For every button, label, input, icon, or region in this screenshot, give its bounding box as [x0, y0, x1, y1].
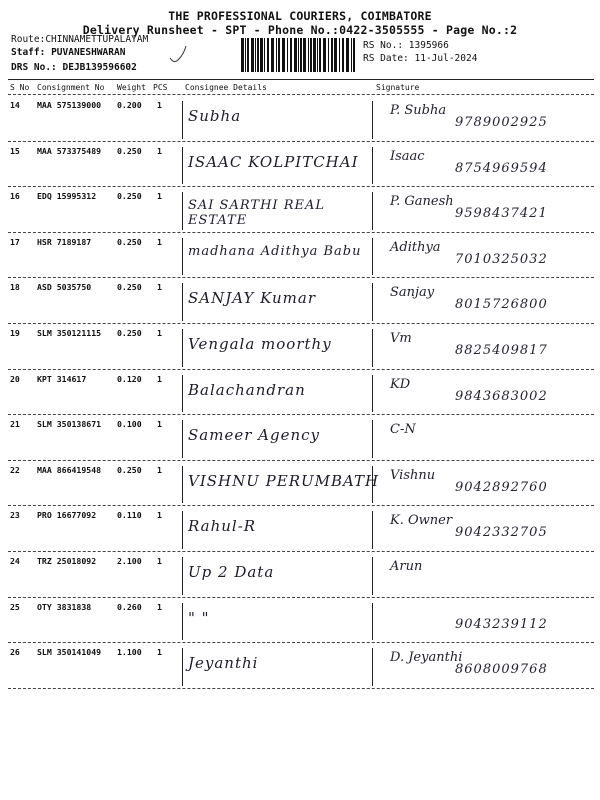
row-separator — [8, 688, 594, 689]
barcode-bar — [264, 38, 265, 72]
barcode-bar — [323, 38, 326, 72]
cell-border — [372, 101, 373, 139]
cell-border — [182, 101, 183, 139]
staff-label: Staff: — [11, 47, 46, 58]
barcode-bar — [287, 38, 288, 72]
cell-border — [182, 147, 183, 185]
barcode-bar — [334, 38, 337, 72]
row-phone: 8825409817 — [455, 343, 548, 358]
row-consignment: EDQ 15995312 — [37, 191, 97, 202]
row-separator — [8, 369, 594, 370]
barcode-bar — [257, 38, 259, 72]
barcode-bar — [353, 38, 355, 72]
row-phone: 7010325032 — [455, 251, 548, 267]
drs-line — [11, 62, 137, 73]
row-consignee: madhana Adithya Babu — [188, 243, 362, 259]
cell-border — [372, 192, 373, 230]
barcode-bar — [271, 38, 274, 72]
barcode-bar — [300, 38, 302, 72]
barcode-bar — [310, 38, 312, 72]
barcode-bar — [260, 38, 263, 72]
row-pcs: 1 — [157, 145, 162, 156]
row-separator — [8, 277, 594, 278]
cell-border — [182, 466, 183, 504]
rs-date-line — [363, 53, 477, 64]
rs-date-value: 11-Jul-2024 — [414, 53, 478, 64]
barcode-bar — [255, 38, 256, 72]
barcode-bar — [351, 38, 352, 72]
row-pcs: 1 — [157, 236, 162, 247]
row-separator — [8, 642, 594, 643]
cell-border — [182, 329, 183, 367]
row-separator — [8, 141, 594, 142]
row-consignee: VISHNU PERUMBATH — [188, 471, 380, 490]
row-signature: Arun — [390, 559, 423, 574]
row-consignee: Subha — [188, 107, 242, 125]
barcode-bar — [346, 38, 349, 72]
drs-value: DEJB139596602 — [62, 62, 137, 73]
row-weight: 0.260 — [117, 601, 142, 612]
barcode-bar — [290, 38, 292, 72]
row-signature: K. Owner — [390, 513, 453, 529]
row-weight: 0.250 — [117, 191, 142, 202]
row-consignee: Jeyanthi — [188, 654, 259, 673]
row-weight: 0.110 — [117, 510, 142, 521]
row-phone: 8754969594 — [455, 160, 548, 176]
row-weight: 0.250 — [117, 236, 142, 247]
row-sno: 22 — [10, 464, 20, 475]
row-pcs: 1 — [157, 647, 162, 658]
row-consignee: Rahul-R — [188, 517, 257, 536]
row-signature: Vm — [390, 331, 412, 346]
table-top-rule — [8, 79, 594, 80]
cell-border — [372, 511, 373, 549]
cell-border — [372, 648, 373, 686]
row-pcs: 1 — [157, 556, 162, 566]
row-sno: 15 — [10, 145, 20, 156]
row-pcs: 1 — [157, 373, 162, 384]
row-phone: 9598437421 — [455, 206, 548, 222]
row-phone: 9789002925 — [455, 115, 548, 130]
row-consignment: MAA 575139000 — [37, 100, 102, 110]
header-rule — [8, 94, 594, 95]
route-line — [11, 34, 148, 45]
row-consignee: SAI SARTHI REAL ESTATE — [188, 198, 325, 229]
cell-border — [182, 557, 183, 595]
row-phone: 9042892760 — [455, 479, 548, 495]
cell-border — [182, 375, 183, 413]
col-pcs: PCS — [153, 83, 168, 92]
col-weight: Weight — [117, 83, 146, 92]
row-consignment: MAA 866419548 — [37, 464, 102, 475]
row-consignee: Sameer Agency — [188, 426, 320, 445]
cell-border — [372, 329, 373, 367]
row-weight: 0.100 — [117, 419, 142, 430]
row-consignment: KPT 314617 — [37, 373, 87, 384]
row-sno: 19 — [10, 328, 20, 338]
row-pcs: 1 — [157, 419, 162, 430]
barcode-bar — [313, 38, 316, 72]
cell-border — [372, 375, 373, 413]
row-consignee: Vengala moorthy — [188, 335, 332, 353]
cell-border — [182, 238, 183, 276]
cell-border — [372, 603, 373, 641]
barcode-bar — [298, 38, 299, 72]
row-separator — [8, 232, 594, 233]
row-sno: 24 — [10, 556, 20, 566]
col-signature: Signature — [376, 83, 420, 92]
row-signature: C-N — [390, 422, 416, 438]
barcode-bar — [278, 38, 280, 72]
staff-value: PUVANESHWARAN — [51, 47, 126, 58]
row-consignment: PRO 16677092 — [37, 510, 97, 521]
row-separator — [8, 551, 594, 552]
row-weight: 0.250 — [117, 328, 142, 338]
barcode-bar — [294, 38, 297, 72]
row-consignment: SLM 350121115 — [37, 328, 102, 338]
row-consignee: " " — [188, 608, 210, 627]
row-consignment: HSR 7189187 — [37, 236, 92, 247]
barcode-bar — [241, 38, 244, 72]
row-consignee: ISAAC KOLPITCHAI — [188, 152, 359, 171]
row-pcs: 1 — [157, 328, 162, 338]
row-consignment: SLM 350141049 — [37, 647, 102, 658]
row-phone: 8608009768 — [455, 662, 548, 678]
row-pcs: 1 — [157, 510, 162, 521]
col-sno: S No — [10, 83, 30, 92]
barcode-bar — [317, 38, 318, 72]
row-weight: 0.250 — [117, 282, 142, 293]
drs-label: DRS No.: — [11, 62, 57, 73]
cell-border — [182, 648, 183, 686]
row-consignment: ASD 5035750 — [37, 282, 92, 293]
row-sno: 20 — [10, 373, 20, 384]
barcode-bar — [319, 38, 321, 72]
col-consignee: Consignee Details — [185, 83, 267, 92]
cell-border — [182, 603, 183, 641]
barcode — [240, 38, 358, 72]
row-weight: 0.120 — [117, 373, 142, 384]
barcode-bar — [282, 38, 285, 72]
row-consignment: SLM 350138671 — [37, 419, 102, 430]
row-weight: 0.200 — [117, 100, 142, 110]
rs-date-label: RS Date: — [363, 53, 409, 64]
row-sno: 18 — [10, 282, 20, 293]
barcode-bar — [308, 38, 309, 72]
row-separator — [8, 597, 594, 598]
row-consignee: SANJAY Kumar — [188, 289, 317, 308]
route-label: Route: — [11, 34, 46, 45]
cell-border — [182, 192, 183, 230]
row-separator — [8, 323, 594, 324]
row-weight: 1.100 — [117, 647, 142, 658]
row-signature: KD — [390, 376, 411, 392]
rs-no-value: 1395966 — [408, 40, 449, 51]
row-signature: P. Ganesh — [390, 194, 454, 210]
row-consignment: OTY 3831838 — [37, 601, 92, 612]
route-value: CHINNAMETTUPALAYAM — [45, 34, 149, 45]
row-sno: 17 — [10, 236, 20, 247]
row-signature: Isaac — [390, 148, 425, 164]
row-pcs: 1 — [157, 282, 162, 293]
row-sno: 26 — [10, 647, 20, 658]
barcode-bar — [339, 38, 340, 72]
row-pcs: 1 — [157, 191, 162, 202]
row-signature: P. Subha — [390, 103, 447, 118]
cell-border — [372, 557, 373, 595]
rs-no-label: RS No.: — [363, 40, 404, 51]
row-weight: 2.100 — [117, 556, 142, 566]
row-sno: 21 — [10, 419, 20, 430]
row-phone: 9043239112 — [455, 616, 548, 632]
cell-border — [372, 283, 373, 321]
row-separator — [8, 414, 594, 415]
barcode-bar — [267, 38, 269, 72]
row-sno: 16 — [10, 191, 20, 202]
row-sno: 25 — [10, 601, 20, 612]
col-consignment: Consignment No — [37, 83, 105, 92]
row-sno: 23 — [10, 510, 20, 521]
row-consignment: MAA 573375489 — [37, 145, 102, 156]
barcode-bar — [342, 38, 344, 72]
barcode-bar — [328, 38, 329, 72]
row-consignment: TRZ 25018092 — [37, 556, 97, 566]
row-pcs: 1 — [157, 601, 162, 612]
row-phone: 9042332705 — [455, 525, 548, 541]
row-phone: 8015726800 — [455, 297, 548, 313]
barcode-bar — [251, 38, 254, 72]
barcode-bar — [247, 38, 249, 72]
row-separator — [8, 460, 594, 461]
row-signature: Sanjay — [390, 285, 435, 301]
row-pcs: 1 — [157, 100, 162, 110]
row-separator — [8, 186, 594, 187]
row-phone: 9843683002 — [455, 388, 548, 404]
barcode-bar — [276, 38, 277, 72]
row-consignee: Balachandran — [188, 380, 306, 399]
runsheet-subtitle: Delivery Runsheet - SPT - Phone No.:0422-3505555 - Page No.:2 — [82, 23, 518, 37]
row-signature: Adithya — [390, 239, 441, 255]
cell-border — [372, 238, 373, 276]
cell-border — [182, 283, 183, 321]
row-pcs: 1 — [157, 464, 162, 475]
row-weight: 0.250 — [117, 464, 142, 475]
rs-no-line — [363, 40, 449, 51]
row-signature: D. Jeyanthi — [390, 650, 463, 666]
row-sno: 14 — [10, 100, 20, 110]
company-title: THE PROFESSIONAL COURIERS, COIMBATORE — [168, 9, 432, 23]
row-weight: 0.250 — [117, 145, 142, 156]
row-consignee: Up 2 Data — [188, 563, 275, 581]
cell-border — [372, 147, 373, 185]
row-separator — [8, 505, 594, 506]
cell-border — [182, 511, 183, 549]
cell-border — [372, 420, 373, 458]
staff-line — [11, 47, 125, 58]
row-signature: Vishnu — [390, 467, 436, 483]
barcode-bar — [245, 38, 246, 72]
cell-border — [182, 420, 183, 458]
barcode-bar — [303, 38, 306, 72]
barcode-bar — [331, 38, 333, 72]
